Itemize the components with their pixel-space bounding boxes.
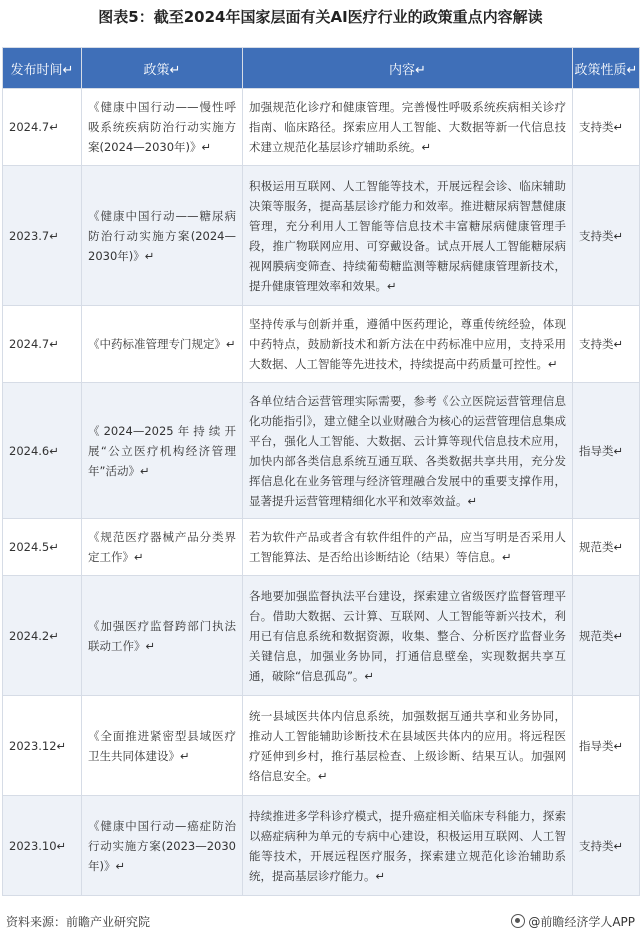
row-nature: 支持类↵	[573, 796, 640, 896]
row-policy: 《全面推进紧密型县域医疗卫生共同体建设》↵	[82, 696, 243, 796]
table-row	[3, 576, 640, 696]
row-nature: 规范类↵	[573, 576, 640, 696]
row-date: 2023.10↵	[3, 796, 82, 896]
table-header-row	[3, 48, 640, 89]
row-nature: 支持类↵	[573, 89, 640, 166]
header-policy: 政策↵	[82, 48, 243, 89]
row-date: 2024.7↵	[3, 306, 82, 383]
row-policy: 《健康中国行动——糖尿病防治行动实施方案(2024—2030年)》↵	[82, 166, 243, 306]
row-policy: 《健康中国行动——慢性呼吸系统疾病防治行动实施方案(2024—2030年)》↵	[82, 89, 243, 166]
row-policy: 《2024—2025年持续开展“公立医疗机构经济管理年”活动》↵	[82, 383, 243, 519]
row-nature: 指导类↵	[573, 383, 640, 519]
row-content: 若为软件产品或者含有软件组件的产品，应当写明是否采用人工智能算法、是否给出诊断结论（结果）等信息。↵	[243, 519, 573, 576]
row-content: 统一县域医共体内信息系统，加强数据互通共享和业务协同，推动人工智能辅助诊断技术在县域医共体内的应用。将远程医疗延伸到乡村，推行基层检查、上级诊断、结果互认。加强网络信息安全。↵	[243, 696, 573, 796]
row-nature: 指导类↵	[573, 696, 640, 796]
row-policy: 《加强医疗监督跨部门执法联动工作》↵	[82, 576, 243, 696]
row-policy: 《规范医疗器械产品分类界定工作》↵	[82, 519, 243, 576]
row-content: 坚持传承与创新并重，遵循中医药理论，尊重传统经验，体现中药特点，鼓励新技术和新方法在中药标准中应用，支持采用大数据、人工智能等先进技术，持续提高中药质量可控性。↵	[243, 306, 573, 383]
table-row	[3, 796, 640, 896]
brand-credit-label: @前瞻经济学人APP	[528, 915, 635, 929]
row-date: 2024.6↵	[3, 383, 82, 519]
row-nature: 支持类↵	[573, 166, 640, 306]
policy-table	[2, 47, 640, 896]
table-row	[3, 383, 640, 519]
header-date: 发布时间↵	[3, 48, 82, 89]
table-row	[3, 89, 640, 166]
row-nature: 支持类↵	[573, 306, 640, 383]
table-row	[3, 306, 640, 383]
page-title: 图表5：截至2024年国家层面有关AI医疗行业的政策重点内容解读	[98, 8, 543, 26]
row-content: 各单位结合运营管理实际需要，参考《公立医院运营管理信息化功能指引》，建立健全以业财融合为核心的运营管理信息集成平台，强化人工智能、大数据、云计算等现代信息技术应用，加快内部各类信息系统互通互联、各类数据共享共用，充分发挥信息化在业务管理与经济管理融合发展中的重要支撑作用，显著提升运营管理精细化水平和效率效益。↵	[243, 383, 573, 519]
row-policy: 《健康中国行动—癌症防治行动实施方案(2023—2030年)》↵	[82, 796, 243, 896]
row-date: 2024.5↵	[3, 519, 82, 576]
row-date: 2023.12↵	[3, 696, 82, 796]
row-content: 加强规范化诊疗和健康管理。完善慢性呼吸系统疾病相关诊疗指南、临床路径。探索应用人工智能、大数据等新一代信息技术建立规范化基层诊疗辅助系统。↵	[243, 89, 573, 166]
brand-credit	[511, 913, 635, 930]
row-date: 2024.7↵	[3, 89, 82, 166]
row-date: 2024.2↵	[3, 576, 82, 696]
table-row	[3, 166, 640, 306]
row-content: 持续推进多学科诊疗模式，提升癌症相关临床专科能力，探索以癌症病种为单元的专病中心建设，积极运用互联网、人工智能等技术，开展远程医疗服务，探索建立规范化诊治辅助系统，提高基层诊疗能力。↵	[243, 796, 573, 896]
source-note: 资料来源：前瞻产业研究院	[6, 915, 151, 929]
wechat-icon	[511, 914, 525, 928]
header-content: 内容↵	[243, 48, 573, 89]
row-content: 积极运用互联网、人工智能等技术，开展远程会诊、临床辅助决策等服务，提高基层诊疗能力和效率。推进糖尿病智慧健康管理，充分利用人工智能等信息技术丰富糖尿病健康管理手段，推广物联网应用、可穿戴设备。试点开展人工智能糖尿病视网膜病变筛查、持续葡萄糖监测等糖尿病健康管理新技术，提升健康管理效率和效果。↵	[243, 166, 573, 306]
row-content: 各地要加强监督执法平台建设，探索建立省级医疗监督管理平台。借助大数据、云计算、互联网、人工智能等新兴技术，利用已有信息系统和数据资源，收集、整合、分析医疗监督业务关键信息，加强业务协同，打通信息壁垒，实现数据共享互通，破除“信息孤岛”。↵	[243, 576, 573, 696]
row-date: 2023.7↵	[3, 166, 82, 306]
row-nature: 规范类↵	[573, 519, 640, 576]
row-policy: 《中药标准管理专门规定》↵	[82, 306, 243, 383]
header-nature: 政策性质↵	[573, 48, 640, 89]
table-row	[3, 696, 640, 796]
table-row	[3, 519, 640, 576]
